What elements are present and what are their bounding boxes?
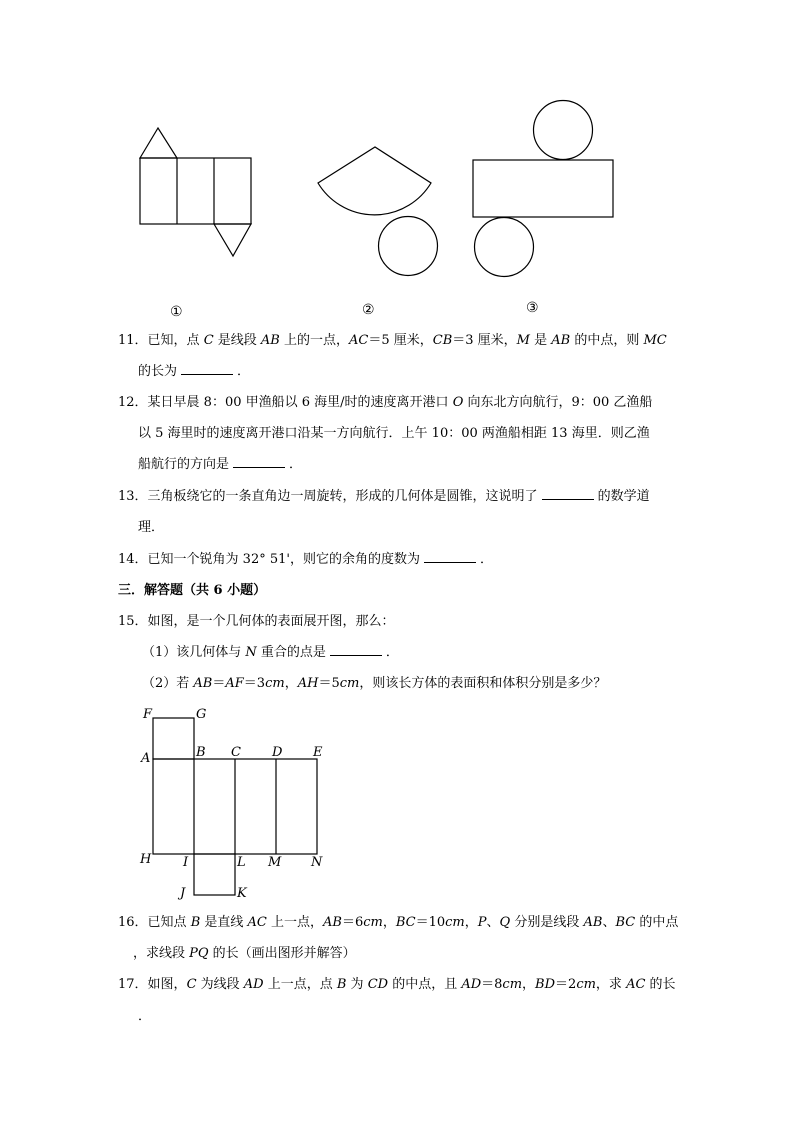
question-12-line3: 船航行的方向是 ． — [138, 457, 303, 472]
net-main-rect — [153, 759, 317, 854]
question-15-line1: 15．如图，是一个几何体的表面展开图，那么： — [118, 614, 395, 629]
point-F: F — [143, 707, 153, 722]
question-12-line1: 12．某日早晨 8：00 甲渔船以 6 海里/时的速度离开港口 O 向东北方向航行，9：00 乙渔船 — [118, 395, 653, 410]
question-16-line2: ，求线段 PQ 的长（画出图形并解答） — [133, 946, 356, 961]
prism-faces — [140, 158, 251, 224]
prism-top-triangle — [140, 128, 177, 158]
point-G: G — [196, 707, 207, 722]
answer-blank[interactable] — [424, 550, 476, 563]
answer-blank[interactable] — [181, 362, 233, 375]
point-D: D — [272, 745, 283, 760]
point-A: A — [141, 751, 151, 766]
question-11-line2: 的长为 ． — [138, 364, 251, 379]
point-B: B — [196, 745, 206, 760]
cone-net — [318, 147, 438, 276]
question-16-line1: 16．已知点 B 是直线 AC 上一点，AB＝6cm，BC＝10cm，P、Q 分别是线段 AB、BC 的中点 — [118, 915, 679, 930]
net-top-square — [153, 718, 194, 759]
question-13-line2: 理． — [138, 520, 165, 535]
point-N: N — [311, 855, 323, 870]
question-17-line1: 17．如图，C 为线段 AD 上一点，点 B 为 CD 的中点，且 AD＝8cm，BD＝2cm，求 AC 的长 — [118, 977, 676, 992]
cone-base-circle — [379, 217, 438, 276]
question-11-line1: 11．已知，点 C 是线段 AB 上的一点，AC＝5 厘米，CB＝3 厘米，M 是 AB 的中点，则 MC — [118, 333, 667, 348]
nets-figure — [0, 0, 794, 330]
point-C: C — [231, 745, 241, 760]
point-L: L — [237, 855, 246, 870]
cylinder-top-circle — [534, 101, 593, 160]
question-12-line2: 以 5 海里时的速度离开港口沿某一方向航行．上午 10：00 两渔船相距 13 海里．则乙渔 — [138, 426, 650, 441]
point-K: K — [237, 886, 247, 901]
point-E: E — [313, 745, 323, 760]
point-I: I — [183, 855, 189, 870]
prism-bottom-triangle — [214, 224, 251, 256]
section-3-heading: 三．解答题（共 6 小题） — [118, 583, 267, 598]
cylinder-side — [473, 160, 613, 217]
cone-sector — [318, 147, 431, 215]
answer-blank[interactable] — [233, 455, 285, 468]
question-15-sub1: （1）该几何体与 N 重合的点是 ． — [142, 645, 399, 660]
prism-net — [140, 128, 251, 256]
figure-label-1: ① — [170, 304, 183, 320]
answer-blank[interactable] — [542, 487, 594, 500]
point-J: J — [180, 886, 186, 901]
answer-blank[interactable] — [330, 643, 382, 656]
figure-label-3: ③ — [526, 300, 539, 316]
question-14-line1: 14．已知一个锐角为 32° 51'，则它的余角的度数为 ． — [118, 552, 493, 567]
figure-label-2: ② — [362, 302, 375, 318]
cylinder-bottom-circle — [475, 218, 534, 277]
question-15-sub2: （2）若 AB＝AF＝3cm，AH＝5cm，则该长方体的表面积和体积分别是多少？ — [142, 676, 607, 691]
question-17-line2: ． — [138, 1009, 152, 1024]
question-13-line1: 13．三角板绕它的一条直角边一周旋转，形成的几何体是圆锥，这说明了 的数学道 — [118, 489, 650, 504]
net-bottom-square — [194, 854, 235, 895]
cylinder-net — [473, 101, 613, 277]
point-M: M — [268, 855, 282, 870]
point-H: H — [140, 852, 152, 867]
